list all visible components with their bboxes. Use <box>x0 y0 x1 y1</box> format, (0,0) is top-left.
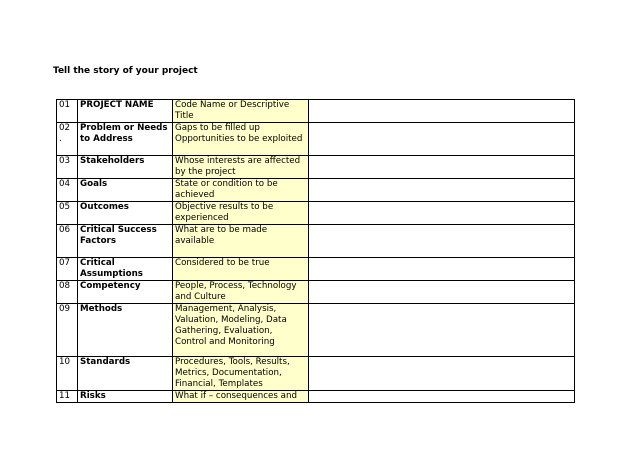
row-field-description: Management, Analysis, Valuation, Modeling, Data Gathering, Evaluation, Control and Monitoring <box>173 304 309 357</box>
table-row <box>57 225 575 258</box>
table-row <box>57 357 575 391</box>
table-row <box>57 123 575 156</box>
row-number: 09 <box>57 304 78 357</box>
row-number: 02 . <box>57 123 78 156</box>
page-title: Tell the story of your project <box>53 66 198 76</box>
row-field-description: Objective results to be experienced <box>173 202 309 225</box>
row-field-description: Gaps to be filled up Opportunities to be exploited <box>173 123 309 156</box>
row-field-name: Methods <box>78 304 173 357</box>
project-story-table <box>56 99 575 403</box>
row-number: 07 <box>57 258 78 281</box>
row-field-name: Critical Success Factors <box>78 225 173 258</box>
row-field-name: PROJECT NAME <box>78 100 173 123</box>
row-field-name: Standards <box>78 357 173 391</box>
row-field-description: Considered to be true <box>173 258 309 281</box>
row-field-description: What if – consequences and <box>173 391 309 403</box>
row-field-description: Whose interests are affected by the project <box>173 156 309 179</box>
row-number: 06 <box>57 225 78 258</box>
table-row <box>57 258 575 281</box>
row-field-name: Goals <box>78 179 173 202</box>
row-field-name: Critical Assumptions <box>78 258 173 281</box>
row-answer-cell[interactable] <box>309 100 575 123</box>
row-number: 11 <box>57 391 78 403</box>
row-field-name: Stakeholders <box>78 156 173 179</box>
row-number: 05 <box>57 202 78 225</box>
table-row <box>57 202 575 225</box>
row-answer-cell[interactable] <box>309 357 575 391</box>
row-field-description: State or condition to be achieved <box>173 179 309 202</box>
row-number: 04 <box>57 179 78 202</box>
row-answer-cell[interactable] <box>309 179 575 202</box>
row-number: 08 <box>57 281 78 304</box>
table-row <box>57 156 575 179</box>
row-answer-cell[interactable] <box>309 258 575 281</box>
row-field-description: People, Process, Technology and Culture <box>173 281 309 304</box>
row-answer-cell[interactable] <box>309 225 575 258</box>
row-answer-cell[interactable] <box>309 156 575 179</box>
row-field-description: What are to be made available <box>173 225 309 258</box>
row-field-name: Competency <box>78 281 173 304</box>
table-row <box>57 100 575 123</box>
row-field-description: Procedures, Tools, Results, Metrics, Documentation, Financial, Templates <box>173 357 309 391</box>
row-answer-cell[interactable] <box>309 391 575 403</box>
row-number: 01 <box>57 100 78 123</box>
row-number: 10 <box>57 357 78 391</box>
row-field-name: Problem or Needs to Address <box>78 123 173 156</box>
row-field-description: Code Name or Descriptive Title <box>173 100 309 123</box>
row-answer-cell[interactable] <box>309 304 575 357</box>
table-row <box>57 304 575 357</box>
row-field-name: Outcomes <box>78 202 173 225</box>
table-row <box>57 179 575 202</box>
row-answer-cell[interactable] <box>309 281 575 304</box>
row-answer-cell[interactable] <box>309 202 575 225</box>
table-row <box>57 281 575 304</box>
row-answer-cell[interactable] <box>309 123 575 156</box>
row-number: 03 <box>57 156 78 179</box>
table-row <box>57 391 575 403</box>
row-field-name: Risks <box>78 391 173 403</box>
